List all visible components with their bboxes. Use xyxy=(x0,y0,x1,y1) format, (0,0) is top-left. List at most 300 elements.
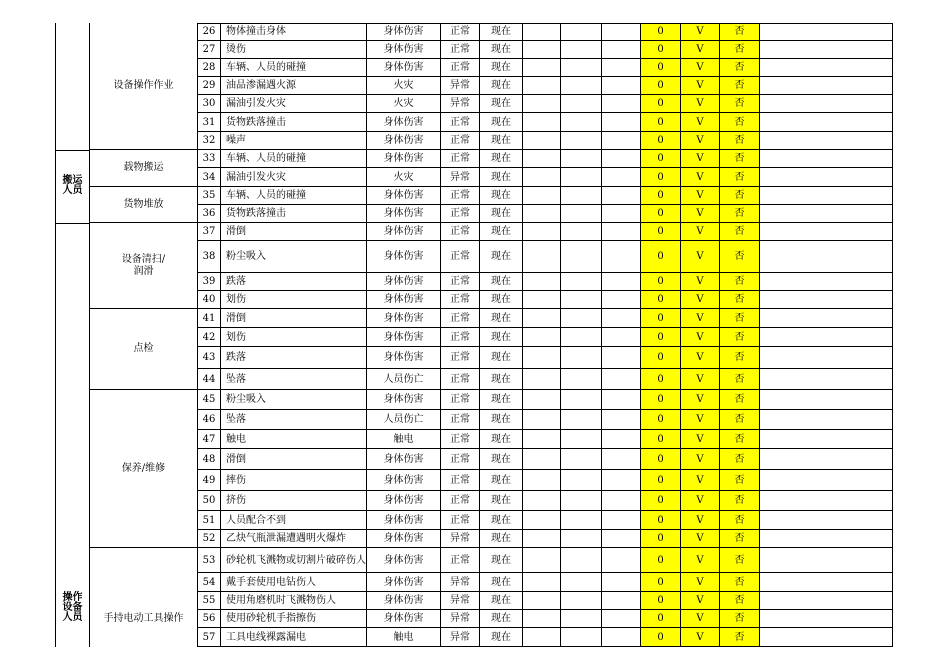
condition-state: 正常 xyxy=(441,347,480,369)
remarks-cell xyxy=(760,548,893,573)
empty-cell xyxy=(561,610,602,628)
timing: 现在 xyxy=(480,241,523,273)
consequence: 身体伤害 xyxy=(367,491,441,511)
consequence: 身体伤害 xyxy=(367,23,441,41)
remarks-cell xyxy=(760,59,893,77)
check-mark: V xyxy=(681,273,720,291)
empty-cell xyxy=(561,410,602,430)
empty-cell xyxy=(523,187,561,205)
hazard-description: 车辆、人员的碰撞 xyxy=(221,59,367,77)
remarks-cell xyxy=(760,610,893,628)
empty-cell xyxy=(561,430,602,449)
check-mark: V xyxy=(681,150,720,168)
risk-score: 0 xyxy=(641,430,681,449)
timing: 现在 xyxy=(480,592,523,610)
row-number: 31 xyxy=(197,113,221,132)
hazard-description: 滑倒 xyxy=(221,309,367,328)
empty-cell xyxy=(561,573,602,592)
table-right-border xyxy=(892,23,893,647)
activity-label: 货物堆放 xyxy=(123,198,164,210)
consequence: 身体伤害 xyxy=(367,573,441,592)
empty-cell xyxy=(602,77,641,95)
risk-score: 0 xyxy=(641,530,681,548)
empty-cell xyxy=(523,390,561,410)
row-number: 57 xyxy=(197,628,221,647)
check-mark: V xyxy=(681,573,720,592)
empty-cell xyxy=(523,628,561,647)
significant-flag: 否 xyxy=(720,530,760,548)
activity-label: 载物搬运 xyxy=(123,162,164,173)
risk-score: 0 xyxy=(641,23,681,41)
empty-cell xyxy=(561,328,602,347)
check-mark: V xyxy=(681,390,720,410)
remarks-cell xyxy=(760,530,893,548)
empty-cell xyxy=(561,95,602,113)
empty-cell xyxy=(523,223,561,241)
hazard-description: 货物跌落撞击 xyxy=(221,113,367,132)
hazard-description: 使用角磨机时飞溅物伤人 xyxy=(221,592,367,610)
timing: 现在 xyxy=(480,95,523,113)
significant-flag: 否 xyxy=(720,610,760,628)
empty-cell xyxy=(523,573,561,592)
remarks-cell xyxy=(760,132,893,150)
row-number: 27 xyxy=(197,41,221,59)
hazard-description: 物体撞击身体 xyxy=(221,23,367,41)
consequence: 触电 xyxy=(367,628,441,647)
activity-group xyxy=(89,548,197,647)
check-mark: V xyxy=(681,449,720,470)
empty-cell xyxy=(523,347,561,369)
empty-cell xyxy=(561,23,602,41)
consequence: 身体伤害 xyxy=(367,113,441,132)
empty-cell xyxy=(561,511,602,530)
significant-flag: 否 xyxy=(720,241,760,273)
significant-flag: 否 xyxy=(720,430,760,449)
empty-cell xyxy=(602,168,641,187)
empty-cell xyxy=(561,390,602,410)
empty-cell xyxy=(523,150,561,168)
timing: 现在 xyxy=(480,291,523,309)
timing: 现在 xyxy=(480,347,523,369)
check-mark: V xyxy=(681,309,720,328)
hazard-description: 烫伤 xyxy=(221,41,367,59)
condition-state: 正常 xyxy=(441,41,480,59)
empty-cell xyxy=(602,95,641,113)
condition-state: 正常 xyxy=(441,187,480,205)
significant-flag: 否 xyxy=(720,328,760,347)
remarks-cell xyxy=(760,113,893,132)
empty-cell xyxy=(602,59,641,77)
hazard-description: 坠落 xyxy=(221,369,367,390)
remarks-cell xyxy=(760,241,893,273)
empty-cell xyxy=(561,59,602,77)
row-number: 40 xyxy=(197,291,221,309)
check-mark: V xyxy=(681,511,720,530)
risk-score: 0 xyxy=(641,628,681,647)
risk-score: 0 xyxy=(641,168,681,187)
condition-state: 正常 xyxy=(441,273,480,291)
remarks-cell xyxy=(760,369,893,390)
condition-state: 正常 xyxy=(441,511,480,530)
empty-cell xyxy=(561,273,602,291)
significant-flag: 否 xyxy=(720,187,760,205)
condition-state: 异常 xyxy=(441,95,480,113)
consequence: 身体伤害 xyxy=(367,291,441,309)
consequence: 身体伤害 xyxy=(367,205,441,223)
personnel-label xyxy=(56,223,89,647)
timing: 现在 xyxy=(480,187,523,205)
risk-score: 0 xyxy=(641,328,681,347)
significant-flag: 否 xyxy=(720,273,760,291)
row-number: 32 xyxy=(197,132,221,150)
hazard-description: 使用砂轮机手指擦伤 xyxy=(221,610,367,628)
timing: 现在 xyxy=(480,430,523,449)
significant-flag: 否 xyxy=(720,23,760,41)
risk-score: 0 xyxy=(641,309,681,328)
empty-cell xyxy=(561,309,602,328)
risk-score: 0 xyxy=(641,369,681,390)
row-number: 50 xyxy=(197,491,221,511)
row-number: 39 xyxy=(197,273,221,291)
row-number: 37 xyxy=(197,223,221,241)
row-number: 46 xyxy=(197,410,221,430)
significant-flag: 否 xyxy=(720,205,760,223)
condition-state: 异常 xyxy=(441,628,480,647)
significant-flag: 否 xyxy=(720,390,760,410)
activity-label: 保养/维修 xyxy=(121,462,166,474)
timing: 现在 xyxy=(480,491,523,511)
hazard-description: 摔伤 xyxy=(221,470,367,491)
row-number: 30 xyxy=(197,95,221,113)
condition-state: 正常 xyxy=(441,548,480,573)
risk-score: 0 xyxy=(641,449,681,470)
row-number: 55 xyxy=(197,592,221,610)
timing: 现在 xyxy=(480,223,523,241)
activity-group xyxy=(89,309,197,390)
hazard-description: 车辆、人员的碰撞 xyxy=(221,150,367,168)
timing: 现在 xyxy=(480,168,523,187)
check-mark: V xyxy=(681,187,720,205)
check-mark: V xyxy=(681,628,720,647)
timing: 现在 xyxy=(480,23,523,41)
hazard-description: 滑倒 xyxy=(221,449,367,470)
condition-state: 正常 xyxy=(441,150,480,168)
hazard-description: 乙炔气瓶泄漏遭遇明火爆炸 xyxy=(221,530,367,548)
empty-cell xyxy=(602,113,641,132)
row-number: 45 xyxy=(197,390,221,410)
significant-flag: 否 xyxy=(720,369,760,390)
empty-cell xyxy=(561,168,602,187)
check-mark: V xyxy=(681,491,720,511)
check-mark: V xyxy=(681,530,720,548)
condition-state: 异常 xyxy=(441,530,480,548)
consequence: 身体伤害 xyxy=(367,41,441,59)
row-number: 33 xyxy=(197,150,221,168)
empty-cell xyxy=(602,410,641,430)
significant-flag: 否 xyxy=(720,291,760,309)
consequence: 身体伤害 xyxy=(367,223,441,241)
empty-cell xyxy=(602,628,641,647)
activity-label: 手持电动工具操作 xyxy=(103,613,184,624)
consequence: 身体伤害 xyxy=(367,592,441,610)
row-number: 38 xyxy=(197,241,221,273)
timing: 现在 xyxy=(480,113,523,132)
consequence: 身体伤害 xyxy=(367,241,441,273)
empty-cell xyxy=(523,470,561,491)
check-mark: V xyxy=(681,223,720,241)
empty-cell xyxy=(523,77,561,95)
significant-flag: 否 xyxy=(720,59,760,77)
significant-flag: 否 xyxy=(720,511,760,530)
empty-cell xyxy=(523,491,561,511)
row-number: 43 xyxy=(197,347,221,369)
empty-cell xyxy=(561,369,602,390)
remarks-cell xyxy=(760,592,893,610)
empty-cell xyxy=(602,470,641,491)
consequence: 身体伤害 xyxy=(367,59,441,77)
personnel-label xyxy=(56,150,89,223)
check-mark: V xyxy=(681,592,720,610)
empty-cell xyxy=(561,530,602,548)
risk-score: 0 xyxy=(641,223,681,241)
risk-score: 0 xyxy=(641,548,681,573)
empty-cell xyxy=(602,548,641,573)
empty-cell xyxy=(602,610,641,628)
empty-cell xyxy=(523,113,561,132)
row-number: 41 xyxy=(197,309,221,328)
empty-cell xyxy=(561,470,602,491)
empty-cell xyxy=(602,347,641,369)
hazard-description: 漏油引发火灾 xyxy=(221,168,367,187)
check-mark: V xyxy=(681,347,720,369)
empty-cell xyxy=(602,273,641,291)
empty-cell xyxy=(523,309,561,328)
timing: 现在 xyxy=(480,132,523,150)
row-number: 52 xyxy=(197,530,221,548)
timing: 现在 xyxy=(480,205,523,223)
empty-cell xyxy=(602,390,641,410)
hazard-description: 噪声 xyxy=(221,132,367,150)
remarks-cell xyxy=(760,273,893,291)
remarks-cell xyxy=(760,410,893,430)
hazard-description: 货物跌落撞击 xyxy=(221,205,367,223)
empty-cell xyxy=(561,132,602,150)
consequence: 身体伤害 xyxy=(367,347,441,369)
check-mark: V xyxy=(681,23,720,41)
timing: 现在 xyxy=(480,309,523,328)
remarks-cell xyxy=(760,291,893,309)
check-mark: V xyxy=(681,132,720,150)
significant-flag: 否 xyxy=(720,449,760,470)
empty-cell xyxy=(602,241,641,273)
risk-score: 0 xyxy=(641,150,681,168)
timing: 现在 xyxy=(480,610,523,628)
risk-score: 0 xyxy=(641,241,681,273)
empty-cell xyxy=(561,187,602,205)
timing: 现在 xyxy=(480,59,523,77)
empty-cell xyxy=(523,168,561,187)
condition-state: 正常 xyxy=(441,132,480,150)
remarks-cell xyxy=(760,511,893,530)
timing: 现在 xyxy=(480,410,523,430)
check-mark: V xyxy=(681,548,720,573)
consequence: 触电 xyxy=(367,430,441,449)
condition-state: 正常 xyxy=(441,291,480,309)
condition-state: 正常 xyxy=(441,449,480,470)
timing: 现在 xyxy=(480,273,523,291)
remarks-cell xyxy=(760,168,893,187)
condition-state: 正常 xyxy=(441,113,480,132)
empty-cell xyxy=(602,291,641,309)
significant-flag: 否 xyxy=(720,41,760,59)
risk-score: 0 xyxy=(641,205,681,223)
row-number: 35 xyxy=(197,187,221,205)
timing: 现在 xyxy=(480,41,523,59)
risk-score: 0 xyxy=(641,95,681,113)
hazard-description: 粉尘吸入 xyxy=(221,390,367,410)
risk-score: 0 xyxy=(641,573,681,592)
consequence: 身体伤害 xyxy=(367,187,441,205)
risk-score: 0 xyxy=(641,77,681,95)
row-number: 42 xyxy=(197,328,221,347)
empty-cell xyxy=(523,132,561,150)
condition-state: 正常 xyxy=(441,23,480,41)
significant-flag: 否 xyxy=(720,168,760,187)
condition-state: 正常 xyxy=(441,430,480,449)
hazard-description: 车辆、人员的碰撞 xyxy=(221,187,367,205)
hazard-description: 划伤 xyxy=(221,328,367,347)
row-number: 53 xyxy=(197,548,221,573)
empty-cell xyxy=(602,369,641,390)
remarks-cell xyxy=(760,187,893,205)
row-number: 44 xyxy=(197,369,221,390)
hazard-description: 跌落 xyxy=(221,347,367,369)
activity-group xyxy=(89,223,197,309)
empty-cell xyxy=(523,592,561,610)
row-number: 49 xyxy=(197,470,221,491)
consequence: 身体伤害 xyxy=(367,309,441,328)
empty-cell xyxy=(602,491,641,511)
check-mark: V xyxy=(681,95,720,113)
consequence: 身体伤害 xyxy=(367,328,441,347)
empty-cell xyxy=(523,369,561,390)
check-mark: V xyxy=(681,241,720,273)
hazard-description: 砂轮机飞溅物或切割片破碎伤人 xyxy=(221,548,367,573)
empty-cell xyxy=(523,59,561,77)
condition-state: 异常 xyxy=(441,168,480,187)
hazard-description: 跌落 xyxy=(221,273,367,291)
empty-cell xyxy=(602,592,641,610)
timing: 现在 xyxy=(480,573,523,592)
remarks-cell xyxy=(760,95,893,113)
condition-state: 正常 xyxy=(441,241,480,273)
hazard-description: 挤伤 xyxy=(221,491,367,511)
empty-cell xyxy=(561,41,602,59)
empty-cell xyxy=(561,150,602,168)
remarks-cell xyxy=(760,309,893,328)
empty-cell xyxy=(602,223,641,241)
consequence: 身体伤害 xyxy=(367,470,441,491)
empty-cell xyxy=(523,530,561,548)
significant-flag: 否 xyxy=(720,491,760,511)
check-mark: V xyxy=(681,369,720,390)
empty-cell xyxy=(561,592,602,610)
check-mark: V xyxy=(681,328,720,347)
significant-flag: 否 xyxy=(720,573,760,592)
empty-cell xyxy=(523,548,561,573)
check-mark: V xyxy=(681,410,720,430)
check-mark: V xyxy=(681,168,720,187)
significant-flag: 否 xyxy=(720,628,760,647)
empty-cell xyxy=(602,150,641,168)
condition-state: 正常 xyxy=(441,223,480,241)
table-top-border xyxy=(197,23,893,24)
risk-score: 0 xyxy=(641,592,681,610)
hazard-description: 触电 xyxy=(221,430,367,449)
significant-flag: 否 xyxy=(720,132,760,150)
risk-score: 0 xyxy=(641,132,681,150)
timing: 现在 xyxy=(480,628,523,647)
check-mark: V xyxy=(681,430,720,449)
risk-score: 0 xyxy=(641,59,681,77)
consequence: 火灾 xyxy=(367,168,441,187)
timing: 现在 xyxy=(480,390,523,410)
condition-state: 正常 xyxy=(441,410,480,430)
empty-cell xyxy=(561,491,602,511)
empty-cell xyxy=(523,273,561,291)
consequence: 身体伤害 xyxy=(367,132,441,150)
check-mark: V xyxy=(681,77,720,95)
condition-state: 异常 xyxy=(441,592,480,610)
condition-state: 正常 xyxy=(441,491,480,511)
check-mark: V xyxy=(681,205,720,223)
activity-group xyxy=(89,187,197,223)
remarks-cell xyxy=(760,573,893,592)
empty-cell xyxy=(602,309,641,328)
row-number: 34 xyxy=(197,168,221,187)
risk-score: 0 xyxy=(641,273,681,291)
activity-group xyxy=(89,390,197,548)
remarks-cell xyxy=(760,430,893,449)
consequence: 身体伤害 xyxy=(367,390,441,410)
empty-cell xyxy=(602,132,641,150)
hazard-description: 戴手套使用电钻伤人 xyxy=(221,573,367,592)
consequence: 人员伤亡 xyxy=(367,369,441,390)
empty-cell xyxy=(561,449,602,470)
row-number: 47 xyxy=(197,430,221,449)
timing: 现在 xyxy=(480,548,523,573)
significant-flag: 否 xyxy=(720,95,760,113)
significant-flag: 否 xyxy=(720,470,760,491)
significant-flag: 否 xyxy=(720,548,760,573)
timing: 现在 xyxy=(480,369,523,390)
hazard-description: 滑倒 xyxy=(221,223,367,241)
risk-score: 0 xyxy=(641,470,681,491)
row-number: 54 xyxy=(197,573,221,592)
empty-cell xyxy=(561,223,602,241)
remarks-cell xyxy=(760,390,893,410)
consequence: 火灾 xyxy=(367,77,441,95)
significant-flag: 否 xyxy=(720,223,760,241)
empty-cell xyxy=(561,205,602,223)
condition-state: 正常 xyxy=(441,369,480,390)
hazard-description: 划伤 xyxy=(221,291,367,309)
empty-cell xyxy=(523,95,561,113)
timing: 现在 xyxy=(480,77,523,95)
remarks-cell xyxy=(760,205,893,223)
consequence: 身体伤害 xyxy=(367,273,441,291)
remarks-cell xyxy=(760,77,893,95)
